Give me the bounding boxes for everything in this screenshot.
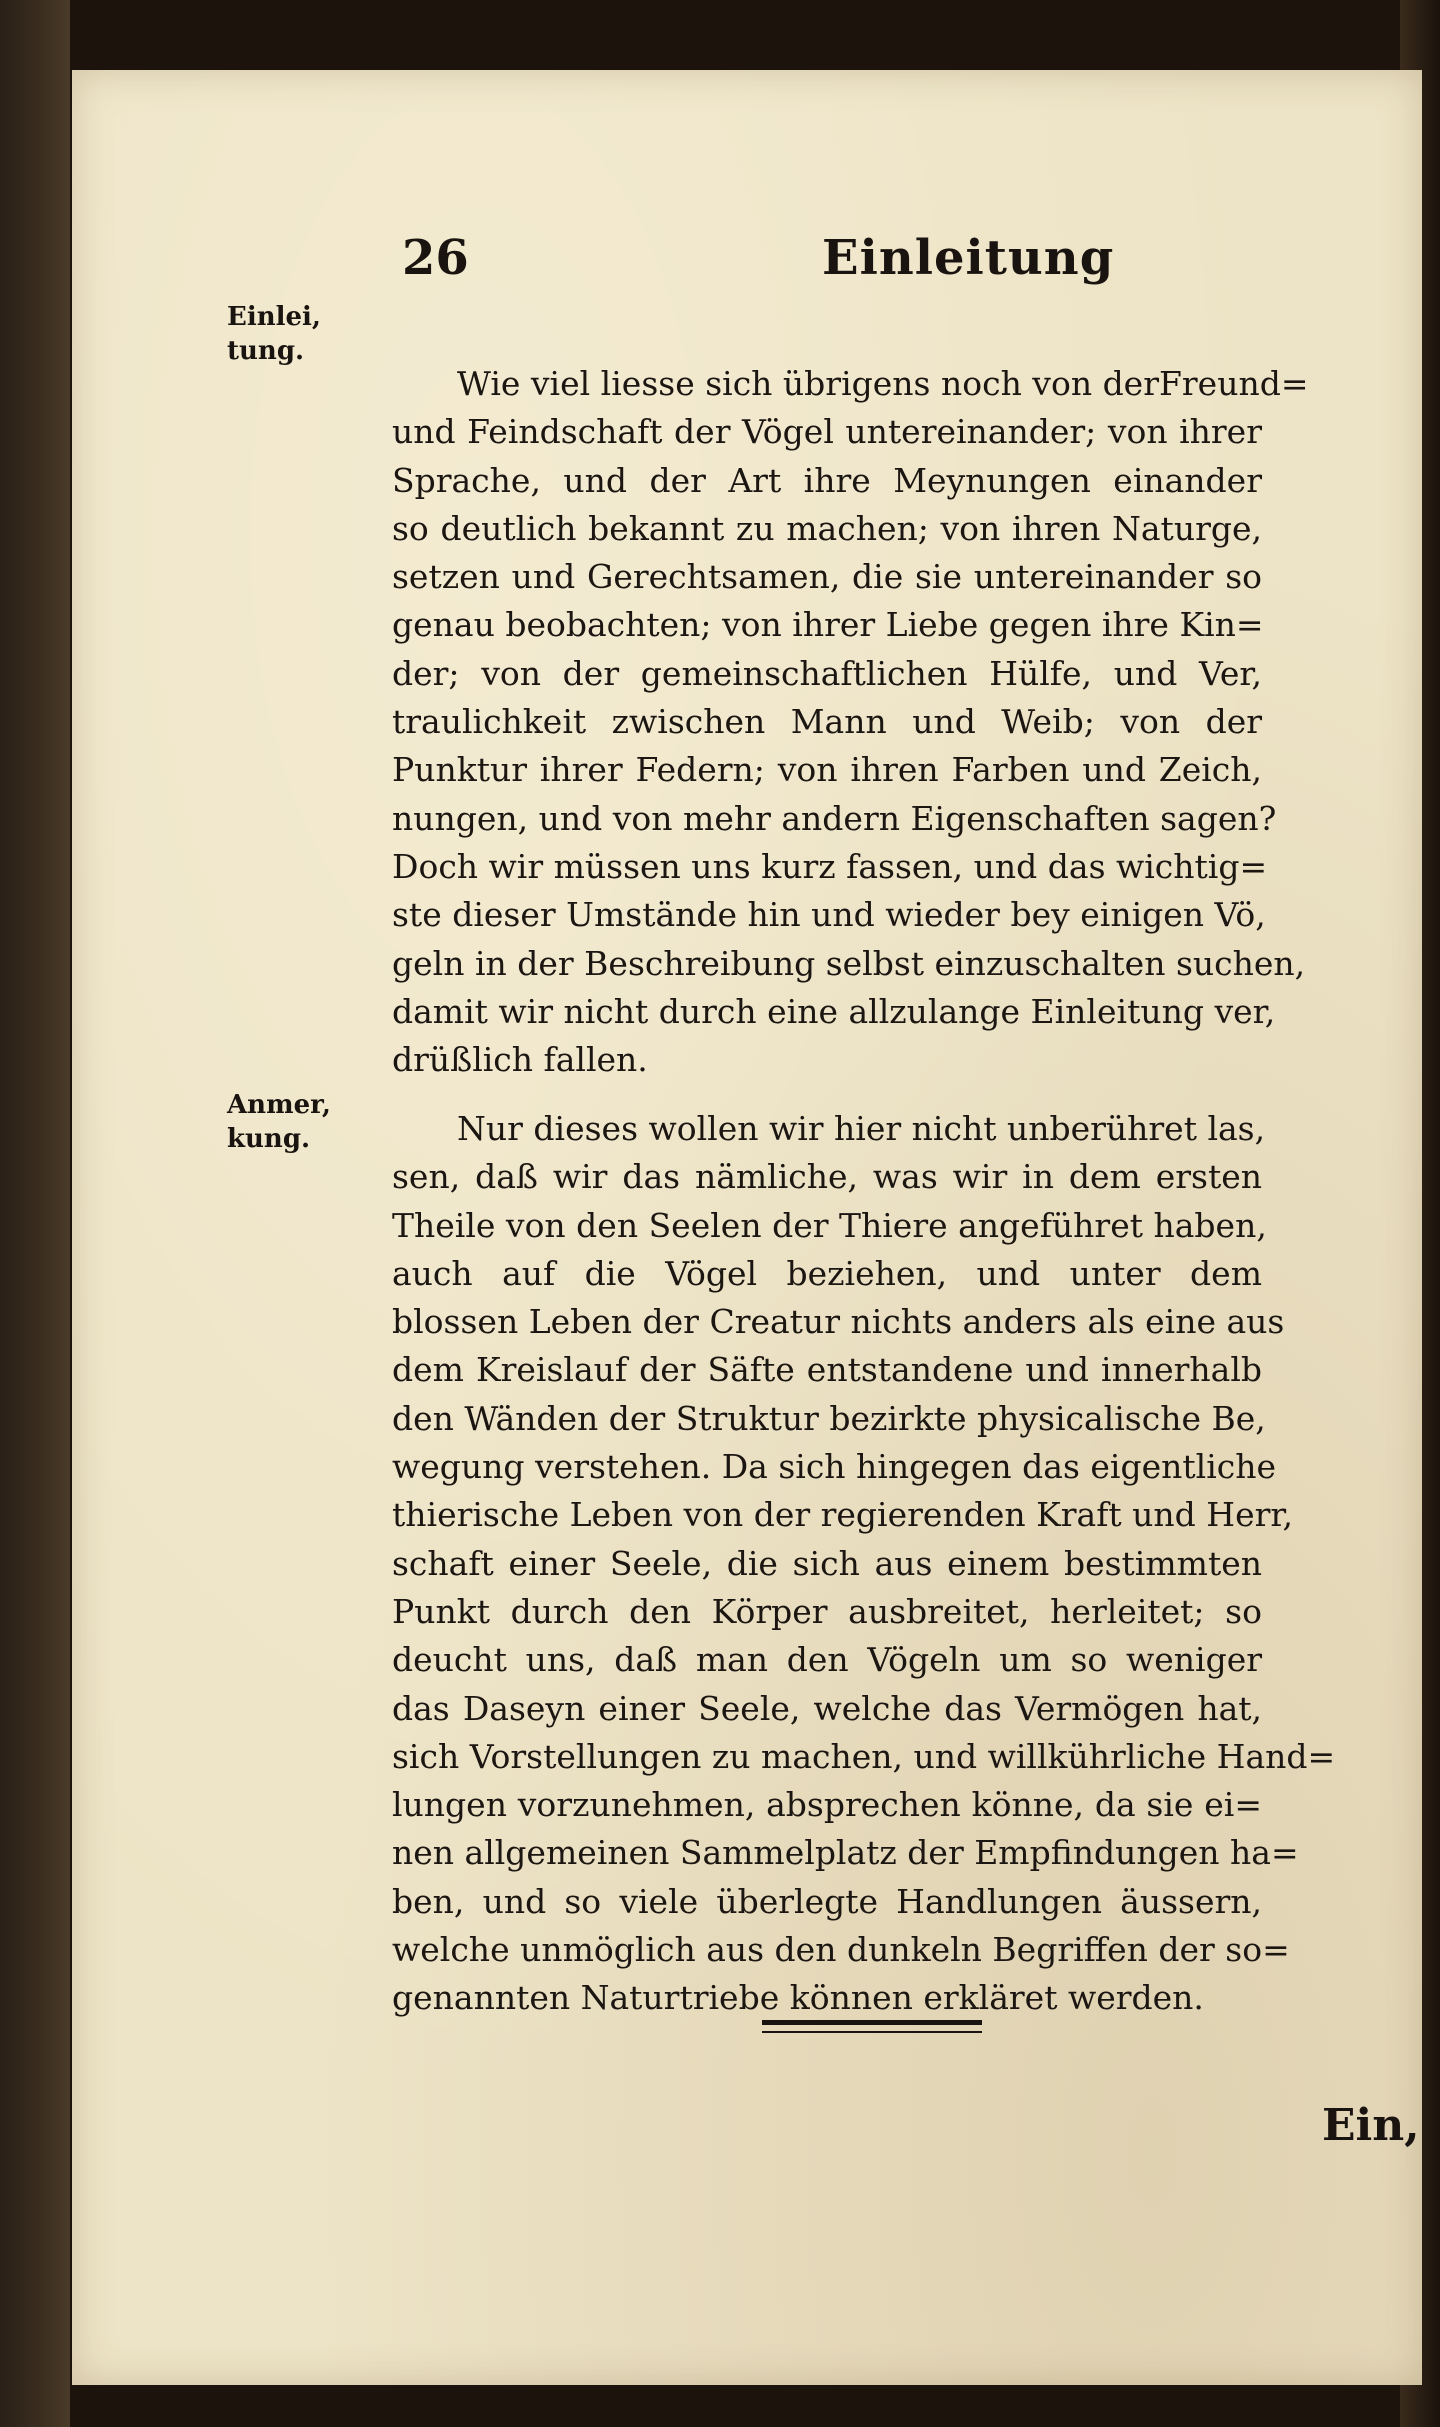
text-line: genau beobachten; von ihrer Liebe gegen ihre Kin= [392, 605, 1264, 645]
margin-note-einleitung [227, 300, 347, 368]
paragraph-2 [392, 1105, 1336, 2023]
section-divider-thick [762, 2020, 982, 2025]
text-line: Nur dieses wollen wir hier nicht unberühret las, [457, 1109, 1266, 1148]
text-line: sich Vorstellungen zu machen, und willkührliche Hand= [392, 1736, 1336, 1776]
catchword: Ein, [1322, 2100, 1420, 2151]
page-header [402, 210, 1115, 300]
book-edge-left [0, 0, 70, 2427]
text-line: Wie viel liesse sich übrigens noch von derFreund= [457, 364, 1309, 403]
margin-note-line: kung. [227, 1124, 311, 1154]
text-line: dem Kreislauf der Säfte entstandene und innerhalb [392, 1350, 1262, 1390]
margin-note-line: tung. [227, 336, 305, 366]
text-line: und Feindschaft der Vögel untereinander; von ihrer [392, 412, 1262, 452]
text-line: ben, und so viele überlegte Handlungen äussern, [392, 1881, 1262, 1921]
text-line: das Daseyn einer Seele, welche das Vermögen hat, [392, 1688, 1262, 1728]
text-line: genannten Naturtriebe können erkläret werden. [392, 1978, 1204, 2018]
margin-note-line: Einlei, [227, 302, 321, 332]
text-line: der; von der gemeinschaftlichen Hülfe, und Ver, [392, 653, 1262, 693]
running-title: Einleitung [822, 230, 1115, 286]
text-line: schaft einer Seele, die sich aus einem bestimmten [392, 1543, 1262, 1583]
text-line: deucht uns, daß man den Vögeln um so weniger [392, 1640, 1262, 1680]
text-line: damit wir nicht durch eine allzulange Einleitung ver, [392, 991, 1276, 1031]
text-line: welche unmöglich aus den dunkeln Begriffen der so= [392, 1930, 1290, 1970]
text-line: Theile von den Seelen der Thiere angeführet haben, [392, 1205, 1267, 1245]
text-line: den Wänden der Struktur bezirkte physicalische Be, [392, 1398, 1266, 1438]
text-line: auch auf die Vögel beziehen, und unter dem [392, 1253, 1262, 1293]
page-number: 26 [402, 230, 469, 286]
text-line: nen allgemeinen Sammelplatz der Empfindungen ha= [392, 1833, 1299, 1873]
book-page [72, 70, 1422, 2385]
text-line: so deutlich bekannt zu machen; von ihren Naturge, [392, 508, 1262, 548]
paragraph-1 [392, 360, 1309, 1084]
margin-note-anmerkung [227, 1088, 347, 1156]
text-line: wegung verstehen. Da sich hingegen das eigentliche [392, 1447, 1277, 1487]
section-divider-thin [762, 2031, 982, 2033]
text-line: drüßlich fallen. [392, 1040, 648, 1080]
text-line: geln in der Beschreibung selbst einzuschalten suchen, [392, 943, 1306, 983]
text-line: Doch wir müssen uns kurz fassen, und das wichtig= [392, 846, 1268, 886]
text-line: setzen und Gerechtsamen, die sie untereinander so [392, 557, 1262, 597]
text-line: Punktur ihrer Federn; von ihren Farben und Zeich, [392, 750, 1262, 790]
text-line: traulichkeit zwischen Mann und Weib; von der [392, 702, 1262, 742]
margin-note-line: Anmer, [227, 1090, 331, 1120]
text-line: lungen vorzunehmen, absprechen könne, da sie ei= [392, 1785, 1262, 1825]
text-line: ste dieser Umstände hin und wieder bey einigen Vö, [392, 895, 1266, 935]
text-line: thierische Leben von der regierenden Kraft und Herr, [392, 1495, 1294, 1535]
text-line: Punkt durch den Körper ausbreitet, herleitet; so [392, 1591, 1262, 1631]
text-line: sen, daß wir das nämliche, was wir in dem ersten [392, 1157, 1262, 1197]
text-line: nungen, und von mehr andern Eigenschaften sagen? [392, 798, 1277, 838]
text-line: Sprache, und der Art ihre Meynungen einander [392, 460, 1262, 500]
text-line: blossen Leben der Creatur nichts anders als eine aus [392, 1302, 1285, 1342]
